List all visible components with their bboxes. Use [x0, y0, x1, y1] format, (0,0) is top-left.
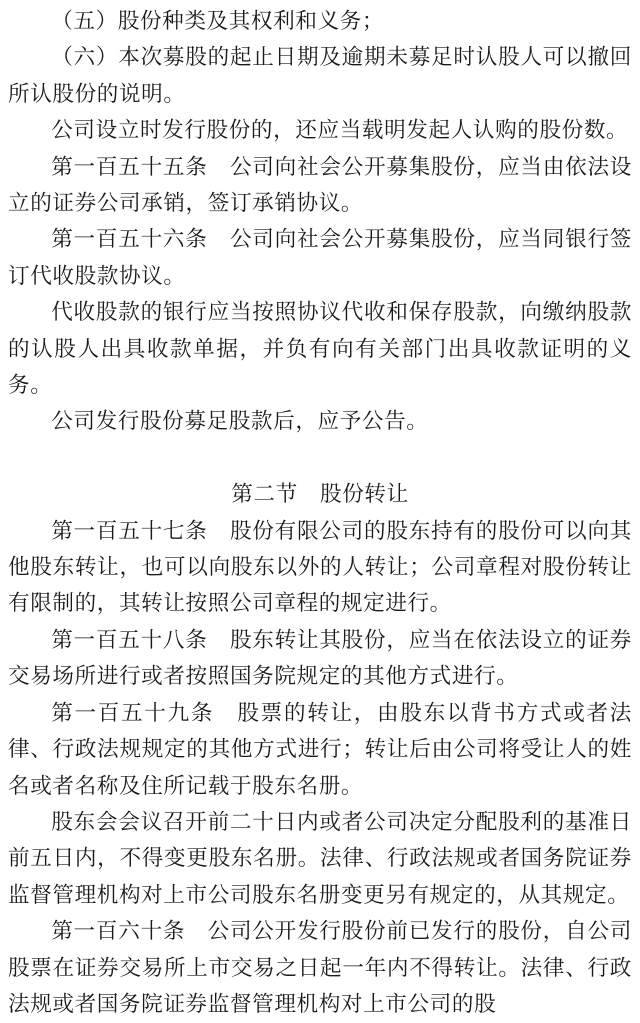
- article-158: 第一百五十八条 股东转让其股份，应当在依法设立的证券交易场所进行或者按照国务院规定的其他方式进行。: [8, 627, 632, 690]
- paragraph-founder-shares: 公司设立时发行股份的，还应当载明发起人认购的股份数。: [51, 118, 629, 144]
- paragraph-item-5: （五）股份种类及其权利和义务；: [51, 9, 385, 34]
- article-157: 第一百五十七条 股份有限公司的股东持有的股份可以向其他股东转让，也可以向股东以外的人转让；公司章程对股份转让有限制的，其转让按照公司章程的规定进行。: [8, 518, 632, 617]
- paragraph-announcement: 公司发行股份募足股款后，应予公告。: [51, 409, 429, 435]
- section-spacer: [8, 441, 632, 477]
- paragraph-item-6: （六）本次募股的起止日期及逾期未募足时认股人可以撤回所认股份的说明。: [8, 45, 632, 107]
- article-155: 第一百五十五条 公司向社会公开募集股份，应当由依法设立的证券公司承销，签订承销协议。: [8, 154, 632, 217]
- article-160: 第一百六十条 公司公开发行股份前已发行的股份，自公司股票在证券交易所上市交易之日起一年内不得转让。法律、行政法规或者国务院证券监督管理机构对上市公司的股: [8, 919, 632, 1017]
- section-heading: 第二节 股份转让: [231, 482, 409, 508]
- article-159: 第一百五十九条 股票的转让，由股东以背书方式或者法律、行政法规规定的其他方式进行；转让后由公司将受让人的姓名或者名称及住所记载于股东名册。: [8, 700, 632, 799]
- article-156: 第一百五十六条 公司向社会公开募集股份，应当同银行签订代收股款协议。: [8, 227, 632, 289]
- paragraph-register-freeze: 股东会会议召开前二十日内或者公司决定分配股利的基准日前五日内，不得变更股东名册。法律、行政法规或者国务院证券监督管理机构对上市公司股东名册变更另有规定的，从其规定。: [8, 809, 632, 908]
- paragraph-collecting-bank: 代收股款的银行应当按照协议代收和保存股款，向缴纳股款的认股人出具收款单据，并负有向有关部门出具收款证明的义务。: [8, 300, 632, 399]
